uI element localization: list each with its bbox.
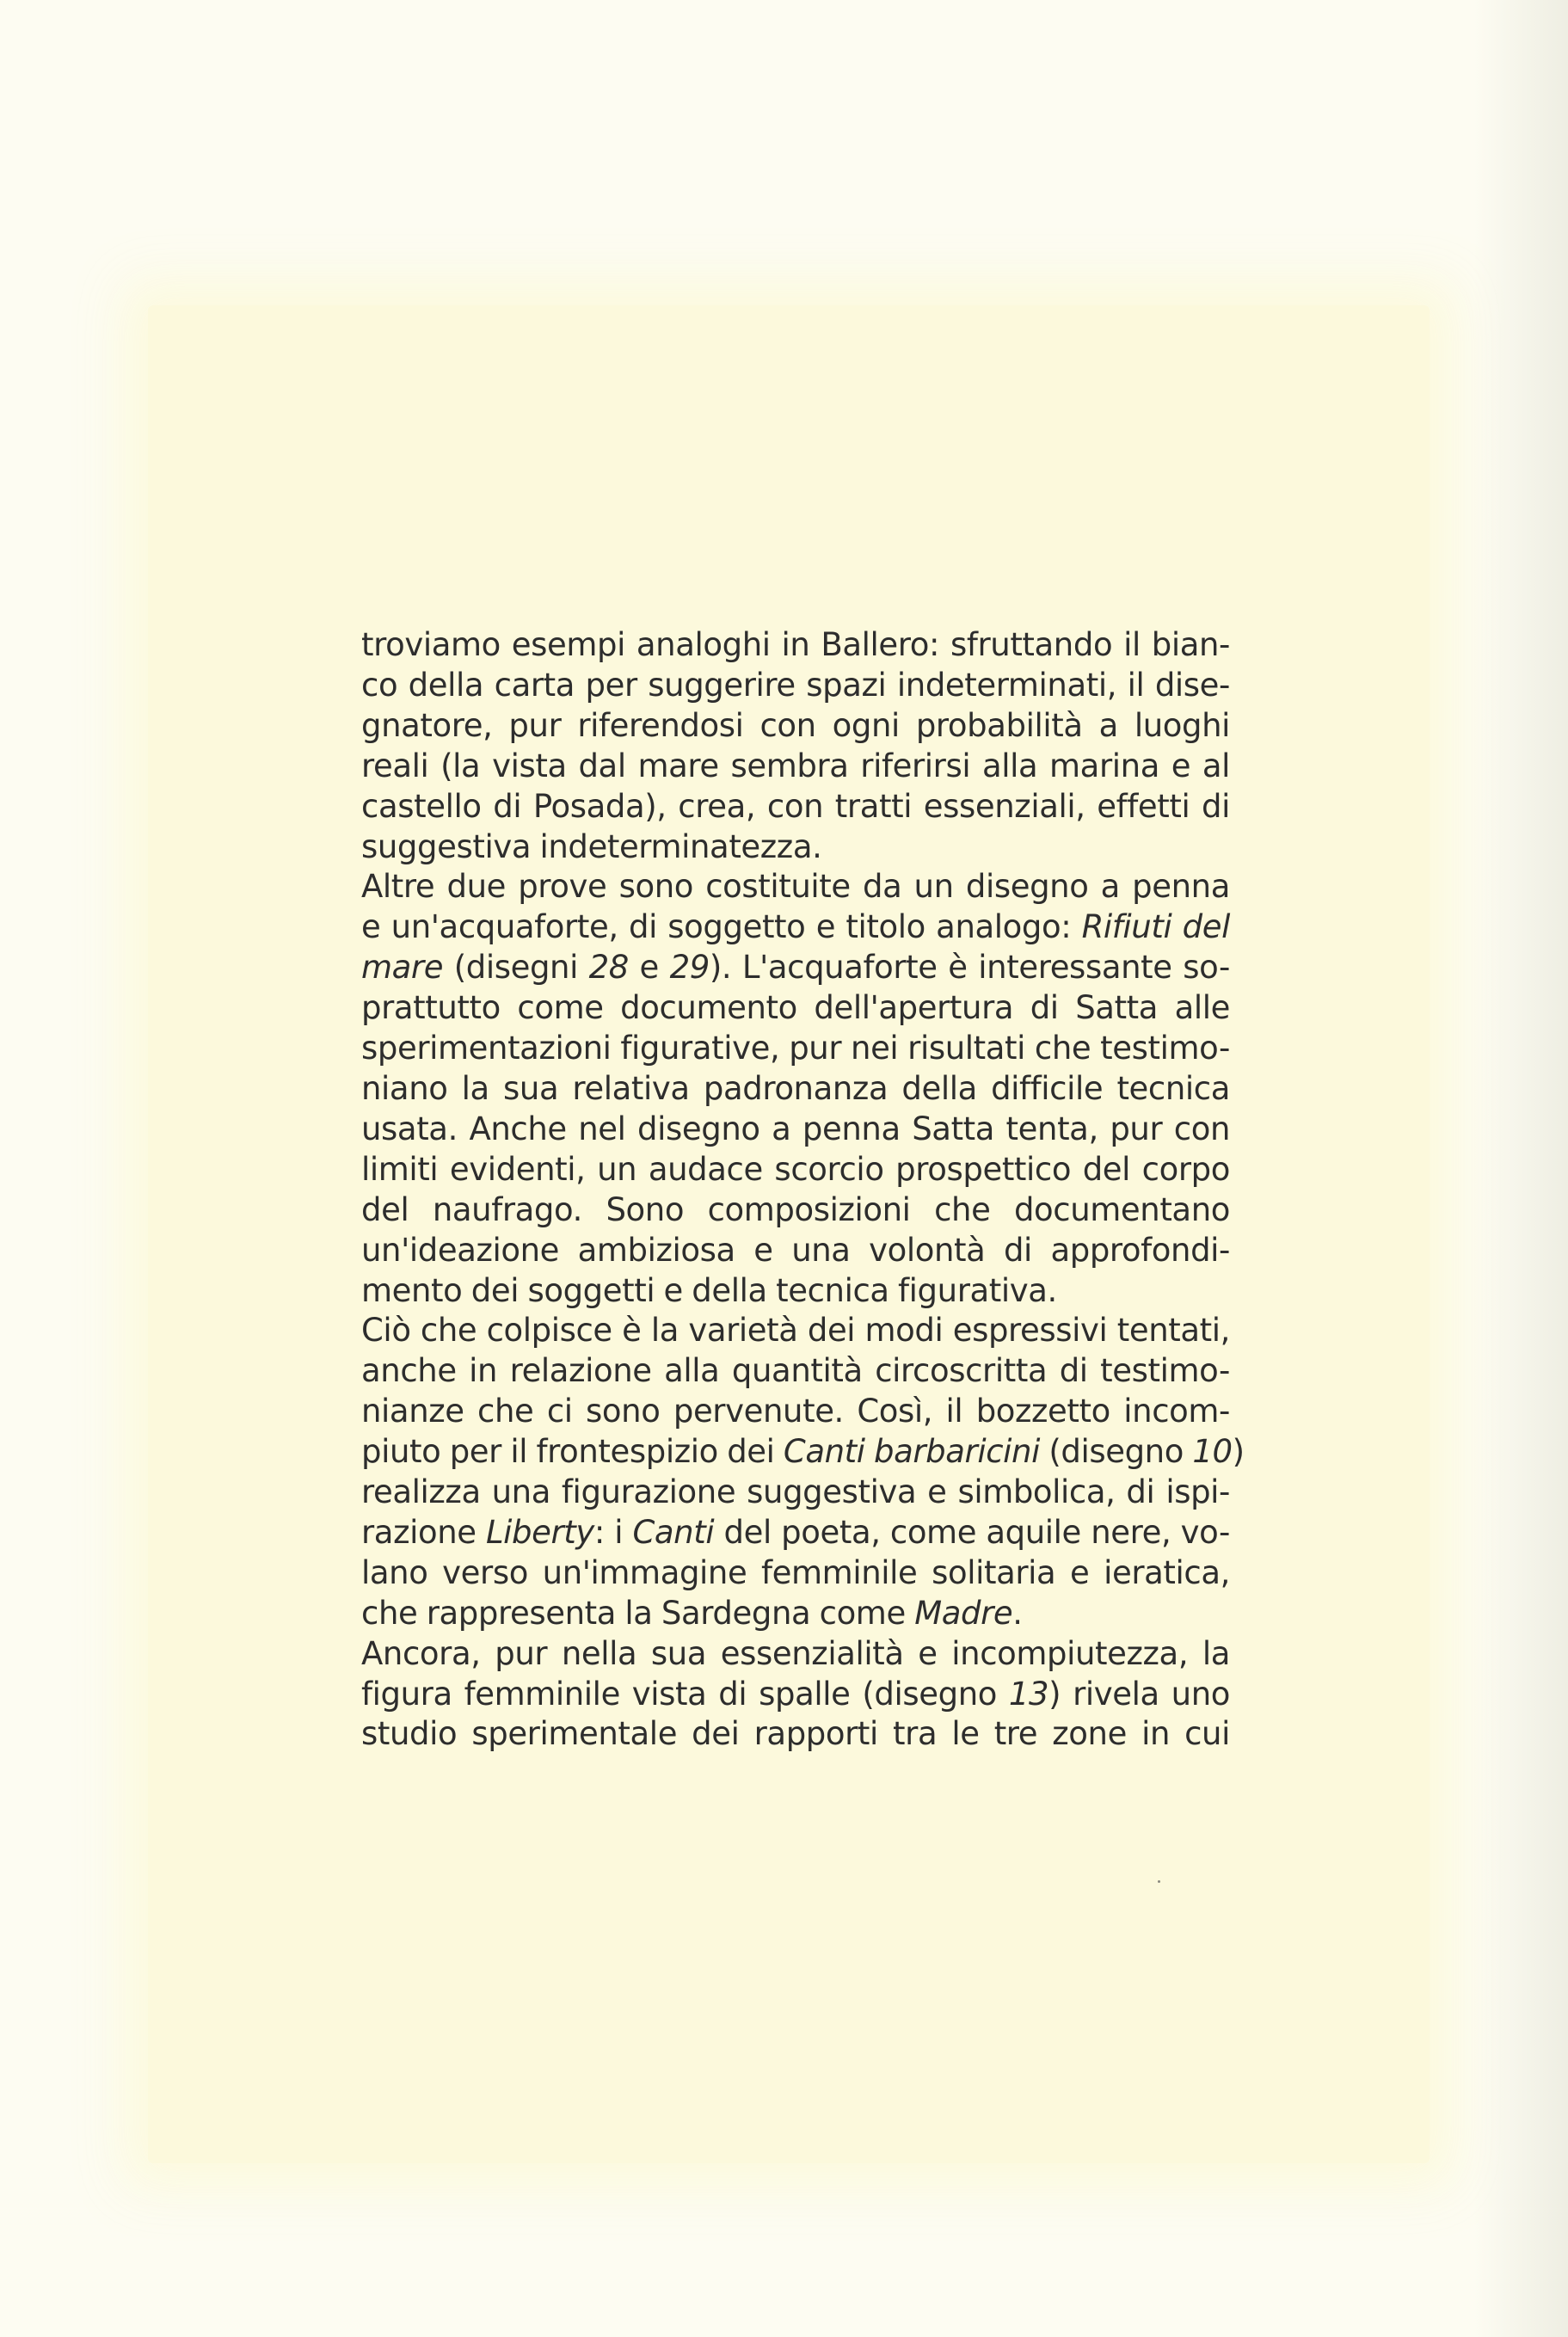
text-run: del naufrago. Sono composizioni che documentano bbox=[361, 1190, 1230, 1228]
text-line bbox=[361, 747, 1230, 787]
text-line bbox=[361, 1351, 1230, 1392]
text-run: 28 bbox=[588, 949, 629, 987]
text-run: 29 bbox=[669, 949, 710, 987]
text-run: ) rivela uno bbox=[1048, 1675, 1230, 1713]
text-run: usata. Anche nel disegno a penna Satta tenta, pur con bbox=[361, 1110, 1230, 1147]
text-run: che rappresenta la Sardegna come bbox=[361, 1594, 915, 1632]
text-line bbox=[361, 1432, 1245, 1473]
text-run: lano verso un'immagine femminile solitaria e ieratica, bbox=[361, 1553, 1230, 1591]
paragraph bbox=[361, 1311, 1245, 1633]
text-line bbox=[361, 988, 1230, 1029]
text-run: nianze che ci sono pervenute. Così, il bozzetto incom- bbox=[361, 1393, 1230, 1430]
text-line bbox=[361, 1271, 1230, 1312]
text-run: (disegno bbox=[1039, 1433, 1193, 1471]
text-run: prattutto come documento dell'apertura di Satta alle bbox=[361, 989, 1230, 1027]
paragraph bbox=[361, 1634, 1230, 1756]
text-line bbox=[361, 948, 1230, 988]
text-line bbox=[361, 1029, 1230, 1069]
text-line bbox=[361, 625, 1230, 666]
paragraph bbox=[361, 625, 1230, 867]
text-run: niano la sua relativa padronanza della difficile tecnica bbox=[361, 1069, 1230, 1107]
text-run: suggestiva indeterminatezza. bbox=[361, 827, 822, 865]
text-line bbox=[361, 1675, 1230, 1715]
paragraph bbox=[361, 867, 1230, 1311]
text-line bbox=[361, 1190, 1230, 1231]
text-run: troviamo esempi analoghi in Ballero: sfruttando il bian- bbox=[361, 626, 1230, 663]
text-run: sperimentazioni figurative, pur nei risultati che testimo- bbox=[361, 1030, 1230, 1067]
text-line bbox=[361, 1594, 1230, 1634]
text-run: (disegni bbox=[443, 949, 589, 987]
text-run: limiti evidenti, un audace scorcio prospettico del corpo bbox=[361, 1150, 1230, 1188]
text-run: Ancora, pur nella sua essenzialità e incompiutezza, la bbox=[361, 1634, 1230, 1672]
text-run: Canti bbox=[632, 1513, 715, 1551]
text-line bbox=[361, 1553, 1230, 1594]
text-run: realizza una figurazione suggestiva e simbolica, di ispi- bbox=[361, 1473, 1230, 1511]
body-text bbox=[361, 625, 1245, 1755]
text-run: piuto per il frontespizio dei bbox=[361, 1433, 784, 1471]
text-line bbox=[361, 666, 1230, 706]
text-line bbox=[361, 1069, 1230, 1110]
text-line bbox=[361, 867, 1230, 907]
page-edge-shadow bbox=[1473, 0, 1568, 2337]
text-run: ). L'acquaforte è interessante so- bbox=[709, 949, 1231, 987]
text-line bbox=[361, 907, 1230, 948]
text-line bbox=[361, 1231, 1230, 1271]
text-line bbox=[361, 1513, 1230, 1553]
text-run: mare bbox=[361, 949, 444, 987]
text-run: un'ideazione ambiziosa e una volontà di approfondi- bbox=[361, 1231, 1230, 1269]
text-line bbox=[361, 706, 1230, 747]
text-run: : i bbox=[593, 1513, 633, 1551]
text-run: . bbox=[1012, 1594, 1023, 1632]
text-line bbox=[361, 1714, 1230, 1755]
text-run: Rifiuti del bbox=[1081, 908, 1230, 946]
text-run: del poeta, come aquile nere, vo- bbox=[714, 1513, 1231, 1551]
text-run: Altre due prove sono costituite da un disegno a penna bbox=[361, 868, 1230, 906]
text-run: co della carta per suggerire spazi indeterminati, il dise- bbox=[361, 666, 1230, 704]
text-run: Canti barbaricini bbox=[783, 1433, 1040, 1471]
text-line bbox=[361, 1392, 1230, 1432]
text-line bbox=[361, 1634, 1230, 1675]
text-line bbox=[361, 1311, 1230, 1351]
text-run: anche in relazione alla quantità circoscritta di testimo- bbox=[361, 1352, 1230, 1390]
text-line bbox=[361, 1150, 1230, 1190]
text-line bbox=[361, 787, 1230, 827]
text-line bbox=[361, 1110, 1230, 1150]
text-run: razione bbox=[361, 1513, 486, 1551]
text-run: gnatore, pur riferendosi con ogni probabilità a luoghi bbox=[361, 706, 1230, 744]
text-run: mento dei soggetti e della tecnica figurativa. bbox=[361, 1271, 1057, 1309]
text-run: 13 bbox=[1008, 1675, 1049, 1713]
text-run: e bbox=[628, 949, 670, 987]
paper-speck bbox=[1158, 1880, 1160, 1883]
text-run: studio sperimentale dei rapporti tra le tre zone in cui bbox=[361, 1715, 1230, 1753]
text-run: e un'acquaforte, di soggetto e titolo analogo: bbox=[361, 908, 1082, 946]
text-run: Liberty bbox=[485, 1513, 594, 1551]
text-run: Ciò che colpisce è la varietà dei modi espressivi tentati, bbox=[361, 1312, 1230, 1350]
text-run: castello di Posada), crea, con tratti essenziali, effetti di bbox=[361, 787, 1230, 825]
text-line bbox=[361, 1473, 1230, 1513]
text-run: figura femminile vista di spalle (disegno bbox=[361, 1675, 1009, 1713]
text-run: ) bbox=[1232, 1433, 1245, 1471]
text-line bbox=[361, 827, 1230, 868]
text-run: reali (la vista dal mare sembra riferirsi alla marina e al bbox=[361, 747, 1230, 784]
text-run: Madre bbox=[914, 1594, 1013, 1632]
text-run: 10 bbox=[1192, 1433, 1233, 1471]
